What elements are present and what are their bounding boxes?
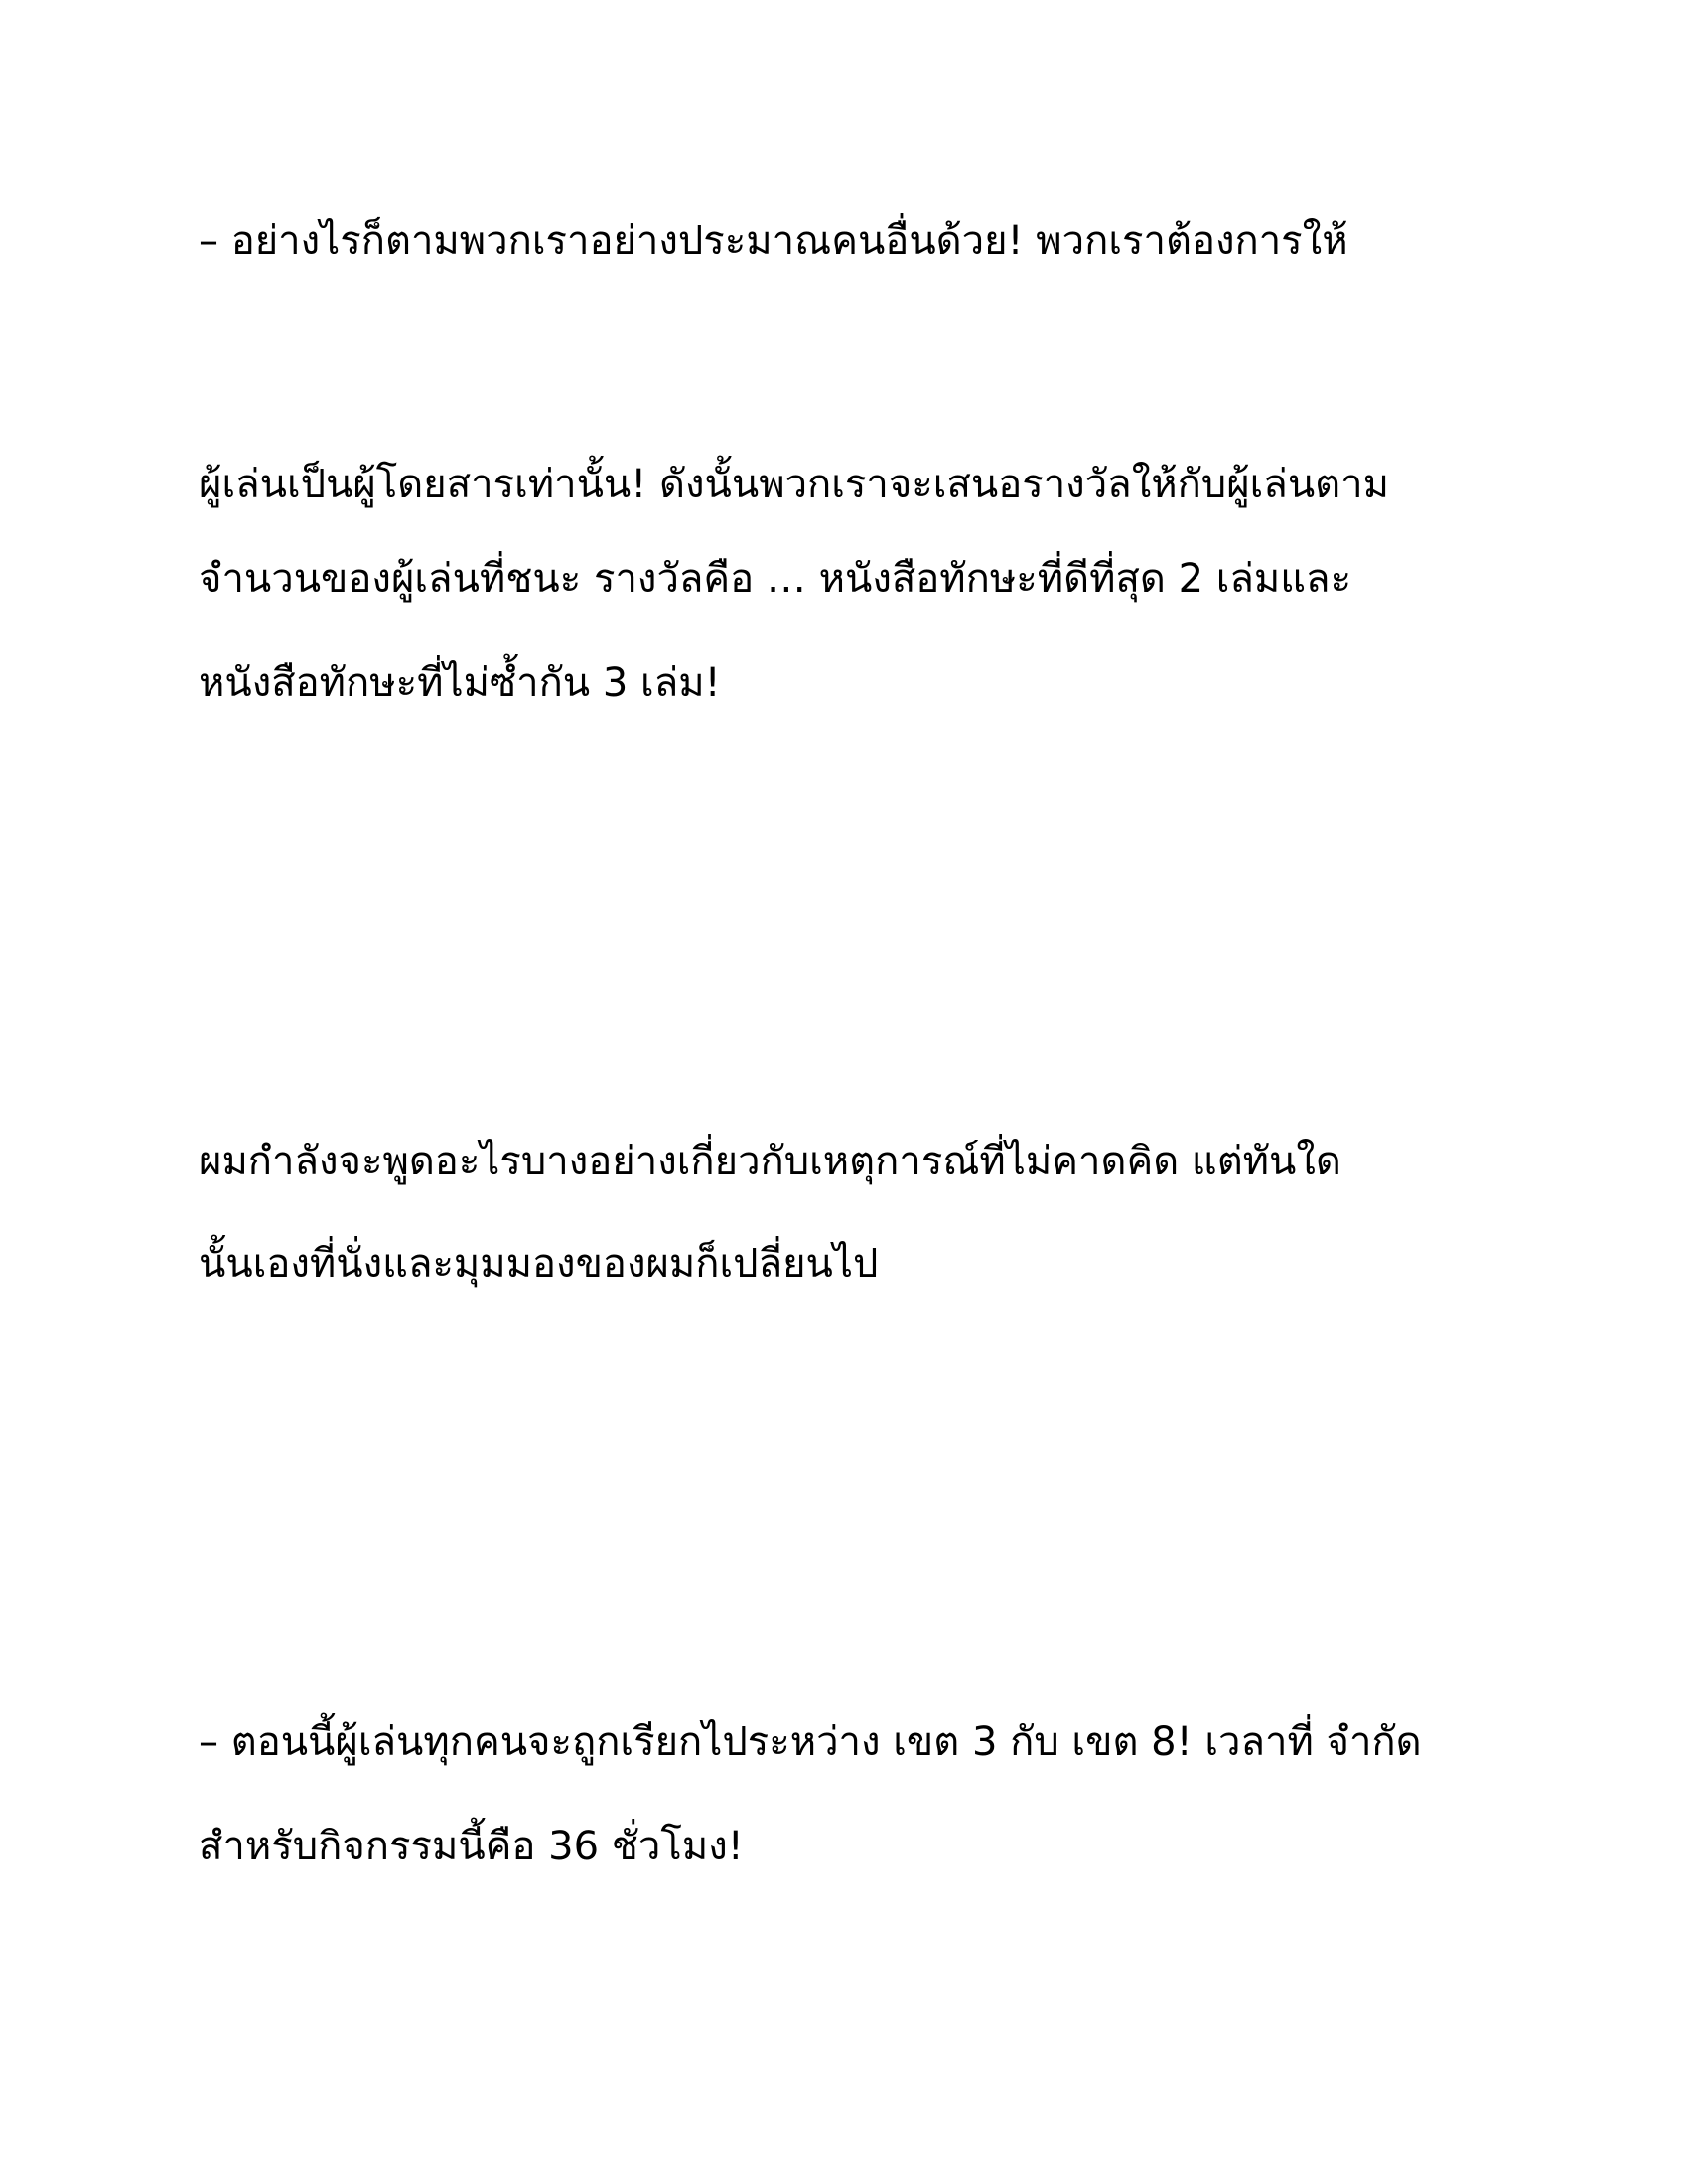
paragraph-3-line-2: นั้นเองที่นั่งและมุมมองของผมก็เปลี่ยนไป bbox=[199, 1241, 879, 1287]
paragraph-2-line-3: หนังสือทักษะที่ไม่ซ้ำกัน 3 เล่ม! bbox=[199, 660, 721, 706]
paragraph-1-line-1: – อย่างไรก็ตามพวกเราอย่างประมาณคนอื่นด้วย! พวกเราต้องการให้ bbox=[199, 218, 1348, 264]
paragraph-2-line-1: ผู้เล่นเป็นผู้โดยสารเท่านั้น! ดังนั้นพวกเราจะเสนอรางวัลให้กับผู้เล่นตาม bbox=[199, 462, 1389, 507]
paragraph-2-line-2: จำนวนของผู้เล่นที่ชนะ รางวัลคือ … หนังสือทักษะที่ดีที่สุด 2 เล่มและ bbox=[199, 556, 1352, 602]
paragraph-4-line-2: สำหรับกิจกรรมนี้คือ 36 ชั่วโมง! bbox=[199, 1824, 744, 1869]
paragraph-3-line-1: ผมกำลังจะพูดอะไรบางอย่างเกี่ยวกับเหตุการณ์ที่ไม่คาดคิด แต่ทันใด bbox=[199, 1139, 1341, 1184]
paragraph-4-line-1: – ตอนนี้ผู้เล่นทุกคนจะถูกเรียกไประหว่าง เขต 3 กับ เขต 8! เวลาที่ จำกัด bbox=[199, 1719, 1422, 1765]
